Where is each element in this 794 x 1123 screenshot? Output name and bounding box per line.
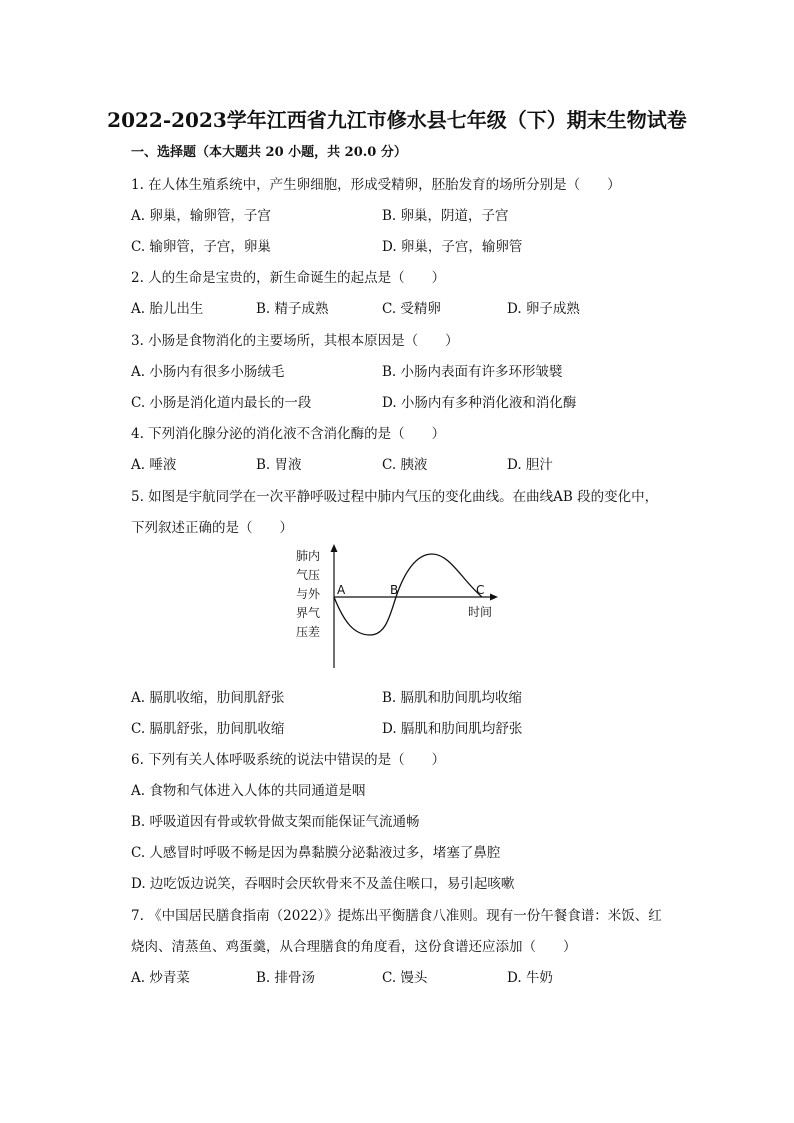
q2-option-b: B. 精子成熟 [256, 301, 329, 317]
question-7-stem-line-1: 7. 《中国居民膳食指南（2022）》提炼出平衡膳食八准则。现有一份午餐食谱：米饭、红 [131, 908, 662, 924]
question-3-stem: 3. 小肠是食物消化的主要场所，其根本原因是（ ） [131, 333, 459, 349]
y-label-line-5: 压差 [296, 625, 321, 639]
q3-option-c: C. 小肠是消化道内最长的一段 [131, 395, 312, 411]
q5-option-b: B. 膈肌和肋间肌均收缩 [382, 690, 523, 706]
q6-option-a: A. 食物和气体进入人体的共同通道是咽 [131, 783, 366, 799]
q7-option-b: B. 排骨汤 [256, 970, 316, 986]
q2-option-c: C. 受精卵 [382, 301, 441, 317]
point-c-label: C [476, 583, 485, 597]
y-label-line-1: 肺内 [296, 549, 321, 563]
pressure-curve-figure [292, 540, 512, 675]
question-1-stem: 1. 在人体生殖系统中，产生卵细胞，形成受精卵，胚胎发育的场所分别是（ ） [131, 177, 621, 193]
pressure-curve [334, 554, 485, 635]
q6-option-d: D. 边吃饭边说笑，吞咽时会厌软骨来不及盖住喉口，易引起咳嗽 [131, 876, 515, 892]
point-a-label: A [337, 583, 346, 597]
y-axis-arrow [331, 544, 338, 552]
q1-option-d: D. 卵巢，子宫，输卵管 [382, 239, 523, 255]
exam-title: 2022-2023学年江西省九江市修水县七年级（下）期末生物试卷 [107, 108, 687, 132]
question-6-stem: 6. 下列有关人体呼吸系统的说法中错误的是（ ） [131, 752, 446, 768]
question-5-stem-line-1: 5. 如图是宇航同学在一次平静呼吸过程中肺内气压的变化曲线。在曲线AB 段的变化中， [131, 489, 659, 505]
q7-option-a: A. 炒青菜 [131, 970, 190, 986]
q5-option-a: A. 膈肌收缩，肋间肌舒张 [131, 690, 285, 706]
q1-option-b: B. 卵巢，阴道，子宫 [382, 208, 509, 224]
point-b-label: B [390, 583, 399, 597]
section-heading: 一、选择题（本大题共 20 小题，共 20.0 分） [131, 145, 407, 160]
q4-option-c: C. 胰液 [382, 457, 428, 473]
question-7-stem-line-2: 烧肉、清蒸鱼、鸡蛋羹，从合理膳食的角度看，这份食谱还应添加（ ） [131, 939, 577, 955]
q5-option-c: C. 膈肌舒张，肋间肌收缩 [131, 721, 285, 737]
question-2-stem: 2. 人的生命是宝贵的，新生命诞生的起点是（ ） [131, 270, 446, 286]
q4-option-a: A. 唾液 [131, 457, 177, 473]
y-label-line-2: 气压 [296, 568, 321, 582]
question-5-stem-line-2: 下列叙述正确的是（ ） [131, 520, 293, 536]
q2-option-d: D. 卵子成熟 [507, 301, 580, 317]
q5-option-d: D. 膈肌和肋间肌均舒张 [382, 721, 523, 737]
q6-option-b: B. 呼吸道因有骨或软骨做支架而能保证气流通畅 [131, 814, 420, 830]
q3-option-b: B. 小肠内表面有许多环形皱襞 [382, 364, 563, 380]
q7-option-c: C. 馒头 [382, 970, 428, 986]
q4-option-b: B. 胃液 [256, 457, 302, 473]
y-label-line-3: 与外 [296, 587, 321, 601]
q2-option-a: A. 胎儿出生 [131, 301, 204, 317]
q1-option-c: C. 输卵管，子宫，卵巢 [131, 239, 271, 255]
q7-option-d: D. 牛奶 [507, 970, 553, 986]
q3-option-a: A. 小肠内有很多小肠绒毛 [131, 364, 285, 380]
x-axis-label: 时间 [468, 605, 493, 619]
x-axis-arrow [490, 594, 498, 601]
q4-option-d: D. 胆汁 [507, 457, 553, 473]
q1-option-a: A. 卵巢，输卵管，子宫 [131, 208, 271, 224]
y-label-line-4: 界气 [296, 606, 321, 620]
question-4-stem: 4. 下列消化腺分泌的消化液不含消化酶的是（ ） [131, 426, 446, 442]
q3-option-d: D. 小肠内有多种消化液和消化酶 [382, 395, 577, 411]
q6-option-c: C. 人感冒时呼吸不畅是因为鼻黏膜分泌黏液过多，堵塞了鼻腔 [131, 845, 501, 861]
